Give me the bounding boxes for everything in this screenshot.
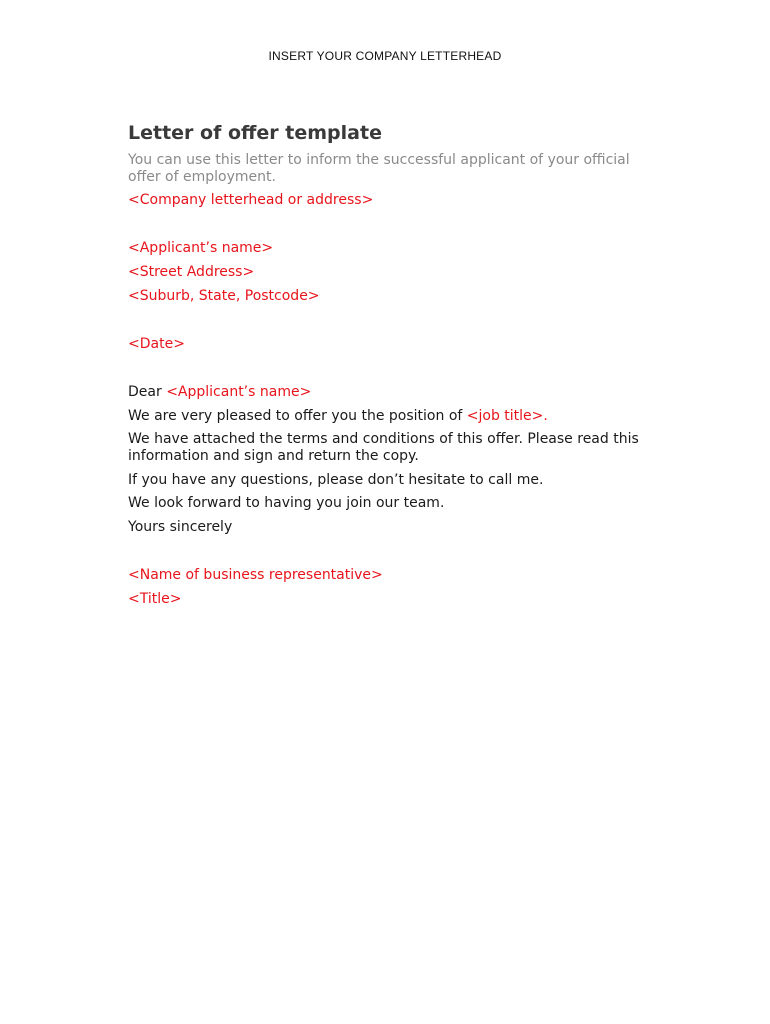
offer-sentence xyxy=(128,408,648,425)
applicant-name-placeholder: <Applicant’s name> xyxy=(128,240,274,256)
questions-paragraph: If you have any questions, please don’t hesitate to call me. xyxy=(128,472,544,488)
company-address-placeholder: <Company letterhead or address> xyxy=(128,192,374,208)
letterhead-placeholder: INSERT YOUR COMPANY LETTERHEAD xyxy=(268,49,502,63)
job-title-placeholder: <job title>. xyxy=(466,408,548,424)
salutation-prefix: Dear xyxy=(128,384,167,400)
salutation xyxy=(128,384,648,401)
page-title: Letter of offer template xyxy=(128,122,382,144)
suburb-state-postcode-placeholder: <Suburb, State, Postcode> xyxy=(128,288,320,304)
street-address-placeholder: <Street Address> xyxy=(128,264,255,280)
closing-line: Yours sincerely xyxy=(128,519,233,535)
salutation-name-placeholder: <Applicant’s name> xyxy=(166,384,312,400)
look-forward-paragraph: We look forward to having you join our team. xyxy=(128,495,445,511)
date-placeholder: <Date> xyxy=(128,336,185,352)
letter-body xyxy=(128,120,648,608)
terms-paragraph: We have attached the terms and conditions of this offer. Please read this information and sign and return the copy. xyxy=(128,431,639,464)
representative-title-placeholder: <Title> xyxy=(128,591,182,607)
representative-name-placeholder: <Name of business representative> xyxy=(128,567,383,583)
offer-prefix: We are very pleased to offer you the position of xyxy=(128,408,467,424)
intro-text: You can use this letter to inform the successful applicant of your official offer of employment. xyxy=(128,152,630,185)
